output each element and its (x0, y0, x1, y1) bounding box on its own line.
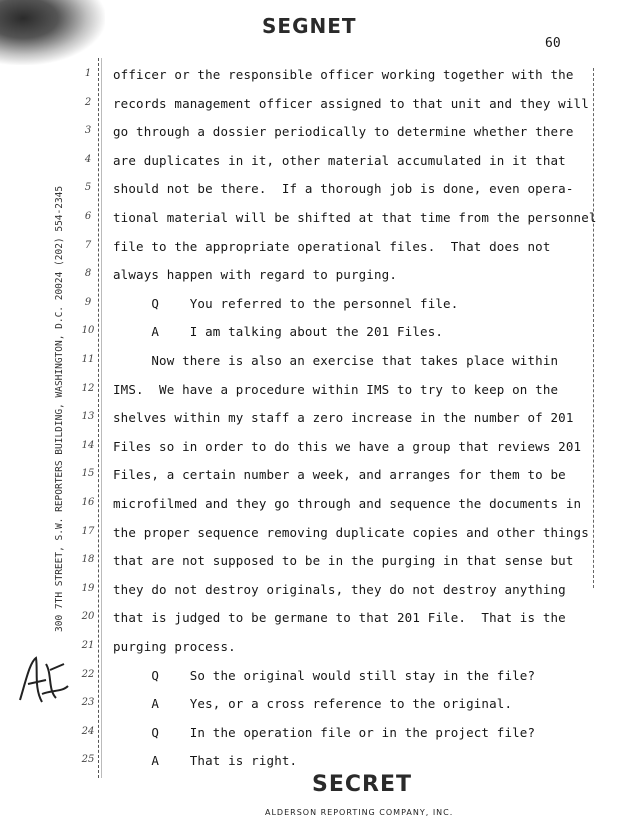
transcript-line: that is judged to be germane to that 201 File. That is the (113, 610, 566, 626)
transcript-line: IMS. We have a procedure within IMS to try to keep on the (113, 381, 559, 397)
transcript-line: microfilmed and they go through and sequence the documents in (113, 496, 582, 511)
line-number: 16 (81, 497, 95, 508)
line-number: 22 (81, 668, 95, 680)
transcript-line: always happen with regard to purging. (113, 267, 397, 283)
transcript-line: records management officer assigned to that unit and they will (113, 95, 589, 111)
line-number: 23 (81, 697, 95, 709)
handwritten-initials (12, 650, 72, 710)
right-margin-rule (593, 68, 594, 588)
line-number: 18 (81, 554, 95, 566)
line-number: 5 (84, 182, 92, 194)
transcript-line: A That is right. (113, 753, 298, 769)
transcript-line: file to the appropriate operational files. That does not (113, 238, 551, 254)
transcript-line: Files so in order to do this we have a group that reviews 201 (113, 438, 582, 454)
transcript-line: A I am talking about the 201 Files. (113, 324, 444, 340)
line-number: 9 (84, 296, 92, 308)
line-number: 21 (81, 640, 95, 651)
line-number: 10 (81, 325, 95, 337)
transcript-line: Q So the original would still stay in the file? (113, 667, 536, 683)
classification-stamp-bottom: SECRET (312, 772, 412, 797)
transcript-line: the proper sequence removing duplicate copies and other things (113, 524, 589, 540)
line-number: 4 (84, 153, 92, 165)
line-number: 20 (81, 611, 95, 623)
line-number: 15 (81, 468, 95, 480)
page-number: 60 (545, 36, 561, 51)
transcript-line: should not be there. If a thorough job is done, even opera- (113, 181, 574, 197)
line-number: 24 (81, 725, 95, 737)
transcript-line: A Yes, or a cross reference to the original. (113, 696, 513, 712)
reporting-company-footer: ALDERSON REPORTING COMPANY, INC. (265, 808, 454, 817)
transcript-line: Files, a certain number a week, and arranges for them to be (113, 467, 566, 483)
line-number: 1 (84, 68, 92, 79)
transcript-line: Q In the operation file or in the project file? (113, 724, 536, 740)
line-number: 11 (81, 354, 95, 365)
transcript-line: are duplicates in it, other material accumulated in it that (113, 152, 566, 168)
line-number: 12 (81, 382, 95, 394)
line-number: 19 (81, 582, 95, 594)
transcript-line: Now there is also an exercise that takes place within (113, 353, 559, 368)
line-number: 8 (84, 268, 92, 280)
transcript-line: tional material will be shifted at that time from the personnel (113, 210, 597, 225)
line-number: 25 (81, 754, 95, 766)
transcript-line: officer or the responsible officer working together with the (113, 67, 574, 82)
transcript-line: they do not destroy originals, they do not destroy anything (113, 581, 566, 597)
line-number: 2 (84, 96, 92, 108)
transcript-line: Q You referred to the personnel file. (113, 295, 459, 311)
classification-stamp-top: SEGNET (262, 14, 357, 38)
line-number: 17 (81, 525, 95, 537)
reporter-address-margin: 300 7TH STREET, S.W. REPORTERS BUILDING, WASHINGTON, D.C. 20024 (202) 554-2345 (54, 185, 65, 632)
line-number: 13 (81, 411, 95, 423)
transcript-line: shelves within my staff a zero increase in the number of 201 (113, 410, 574, 426)
corner-smudge (0, 0, 105, 65)
line-number: 6 (84, 211, 92, 222)
line-number: 14 (81, 439, 95, 451)
transcript-line: purging process. (113, 639, 236, 654)
transcript-line: go through a dossier periodically to determine whether there (113, 124, 574, 140)
left-margin-rule (98, 58, 99, 778)
line-number: 7 (84, 239, 92, 251)
transcript-line: that are not supposed to be in the purging in that sense but (113, 553, 574, 569)
left-margin-rule-inner (101, 58, 102, 778)
line-number: 3 (84, 125, 92, 137)
